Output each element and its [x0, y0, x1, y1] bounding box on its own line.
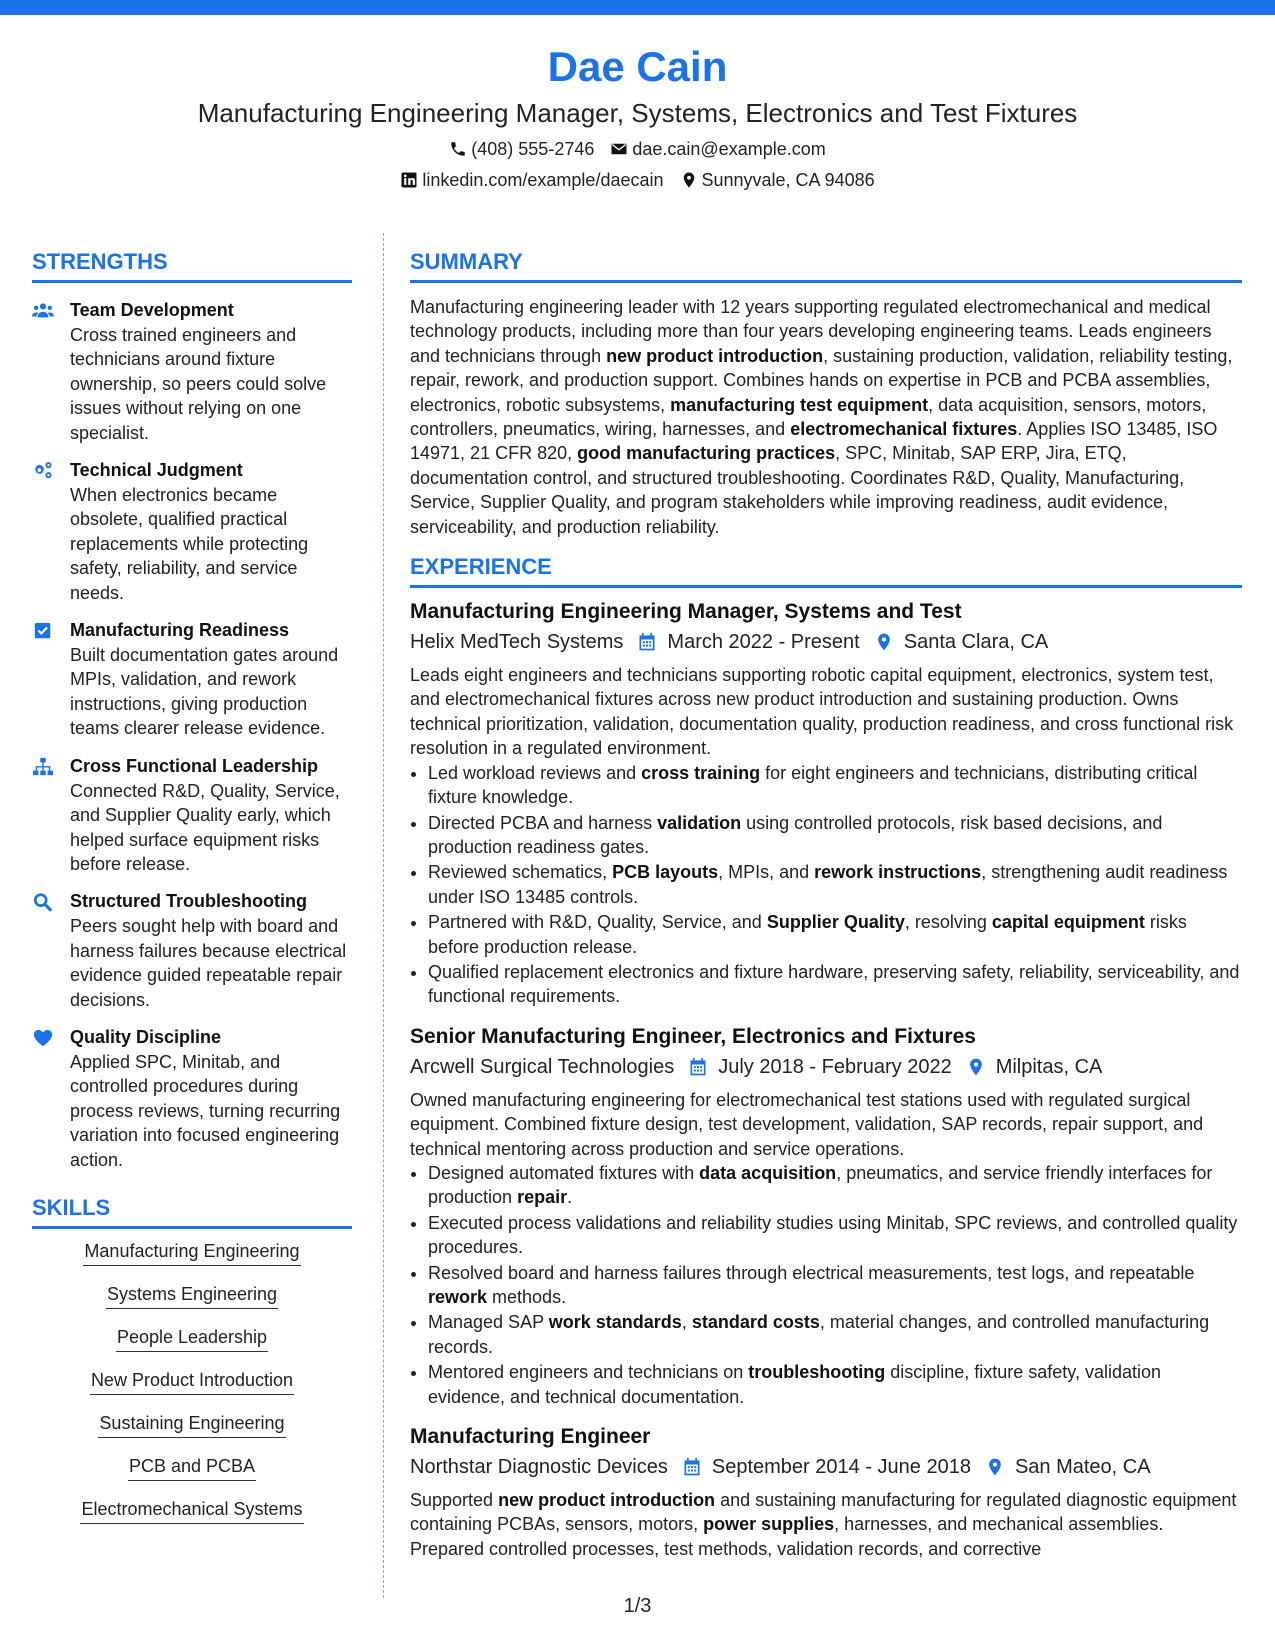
calendar-icon: [682, 1457, 702, 1477]
email-text[interactable]: dae.cain@example.com: [632, 139, 826, 159]
strength-title: Quality Discipline: [70, 1026, 222, 1047]
text-run: and sustaining manufacturing for regulated diagnostic equipment containing PCBAs, sensors, motors,: [410, 1490, 1237, 1535]
skills-heading: SKILLS: [32, 1194, 352, 1229]
map-pin-icon: [985, 1457, 1005, 1477]
phone-icon: [449, 140, 467, 158]
text-run: Directed PCBA and harness: [428, 812, 658, 833]
map-pin-icon: [874, 632, 894, 652]
skill-label: PCB and PCBA: [128, 1454, 256, 1481]
summary-heading: SUMMARY: [410, 248, 1242, 283]
strength-title: Team Development: [70, 300, 234, 320]
experience-heading: EXPERIENCE: [410, 553, 1242, 588]
skill-item: [32, 1368, 352, 1395]
strength-title: Technical Judgment: [70, 460, 243, 481]
bullet-item: [428, 1261, 1242, 1310]
text-run: methods.: [487, 1287, 567, 1307]
job-description: [410, 663, 1242, 761]
bold-phrase: data acquisition: [699, 1162, 837, 1183]
bold-phrase: manufacturing test equipment: [670, 394, 929, 415]
strength-title: Structured Troubleshooting: [70, 891, 307, 912]
strength-title: Cross Functional Leadership: [70, 755, 319, 776]
job-title: Manufacturing Engineer: [410, 1425, 651, 1449]
job-meta: [410, 627, 1242, 657]
text-run: Reviewed schematics,: [428, 862, 613, 883]
skill-item: [32, 1325, 352, 1352]
checkbox-icon: [32, 618, 70, 741]
location-text: Sunnyvale, CA 94086: [701, 170, 875, 190]
text-run: Owned manufacturing engineering for electromechanical test stations used with regulated surgical equipment. Combined fixture design, test development, validation, SAP records, repair support, and technical mentoring across production and service operations.: [410, 1089, 1204, 1159]
strength-text: Connected R&D, Quality, Service, and Supplier Quality early, which helped surface equipment risks before release.: [70, 780, 340, 874]
bold-phrase: validation: [657, 812, 742, 833]
left-column: [32, 248, 352, 1540]
job-description: [410, 1088, 1242, 1161]
job-company: Northstar Diagnostic Devices: [410, 1456, 668, 1479]
column-divider: [383, 233, 384, 1598]
text-run: discipline, fixture safety, validation evidence, and technical documentation.: [428, 1362, 1162, 1407]
strength-item: [32, 1025, 352, 1172]
heart-icon: [32, 1025, 70, 1172]
text-run: , pneumatics, and service friendly interfaces for production: [428, 1162, 1213, 1208]
job-bullets: [410, 761, 1242, 1009]
text-run: . Applies ISO 13485, ISO 14971, 21 CFR 820,: [410, 419, 1218, 464]
job-location: Santa Clara, CA: [903, 631, 1049, 654]
skill-label: Systems Engineering: [106, 1282, 278, 1309]
text-run: Partnered with R&D, Quality, Service, and: [428, 912, 767, 933]
text-run: risks before production release.: [428, 912, 1187, 957]
map-pin-icon: [680, 171, 698, 189]
location-contact: [680, 168, 875, 192]
phone-text: (408) 555-2746: [471, 139, 595, 159]
skill-label: Electromechanical Systems: [80, 1497, 303, 1524]
bold-phrase: new product introduction: [606, 345, 824, 366]
text-run: , SPC, Minitab, SAP ERP, Jira, ETQ, documentation control, and structured troubleshooting. Coordinates R&D, Quality, Manufacturing, Service, Supplier Quality, and program stakeholders while improving readiness, audit evidence, serviceability, and production reliability.: [410, 443, 1185, 537]
job-title: Manufacturing Engineering Manager, Systems and Test: [410, 600, 962, 624]
skill-item: [32, 1454, 352, 1481]
email-contact[interactable]: [610, 137, 825, 161]
phone-contact: [449, 137, 594, 161]
bold-phrase: Supplier Quality: [766, 912, 905, 933]
map-pin-icon: [966, 1057, 986, 1077]
text-run: Led workload reviews and: [428, 762, 642, 783]
resume-header: [0, 40, 1275, 192]
job-entry: [410, 1423, 1242, 1561]
bold-phrase: PCB layouts: [612, 862, 719, 883]
text-run: Designed automated fixtures with: [428, 1162, 700, 1183]
job-entry: [410, 598, 1242, 1009]
strength-item: [32, 754, 352, 877]
job-meta: [410, 1452, 1242, 1482]
job-description: [410, 1488, 1242, 1561]
page-number: 1/3: [623, 1595, 652, 1617]
text-run: ,: [681, 1312, 692, 1333]
candidate-name: Dae Cain: [547, 43, 728, 90]
job-company: Arcwell Surgical Technologies: [410, 1055, 675, 1078]
bullet-item: [428, 1211, 1242, 1260]
text-run: Mentored engineers and technicians on: [428, 1362, 749, 1383]
strength-text: Built documentation gates around MPIs, validation, and rework instructions, giving production teams clearer release evidence.: [70, 645, 339, 739]
bullet-item: [428, 910, 1242, 959]
text-run: Manufacturing engineering leader with 12 years supporting regulated electromechanical and medical technology products, including more than four years developing engineering teams. Leads engineers and technicians through: [410, 297, 1212, 366]
envelope-icon: [610, 140, 628, 158]
linkedin-text[interactable]: linkedin.com/example/daecain: [422, 170, 664, 190]
bold-phrase: troubleshooting: [748, 1362, 886, 1383]
job-company: Helix MedTech Systems: [410, 631, 624, 654]
bullet-item: [428, 1161, 1242, 1210]
strengths-list: [32, 298, 352, 1172]
job-location: San Mateo, CA: [1014, 1456, 1151, 1479]
bold-phrase: capital equipment: [991, 912, 1145, 933]
strength-title: Manufacturing Readiness: [70, 620, 290, 641]
text-run: Leads eight engineers and technicians supporting robotic capital equipment, electronics, system test, and electromechanical fixtures across new product introduction and sustaining production. Owns technical prioritization, validation, documentation quality, production readiness, and cross functional risk resolution in a regulated environment.: [410, 665, 1234, 759]
bullet-item: [428, 1310, 1242, 1359]
text-run: .: [567, 1187, 573, 1208]
skill-label: Manufacturing Engineering: [83, 1239, 300, 1266]
strength-item: [32, 618, 352, 741]
bold-phrase: work standards: [548, 1312, 682, 1333]
bold-phrase: cross training: [641, 762, 761, 783]
contact-row-1: [0, 137, 1275, 161]
skill-label: Sustaining Engineering: [98, 1411, 285, 1438]
text-run: using controlled protocols, risk based decisions, and production readiness gates.: [428, 812, 1163, 857]
calendar-icon: [637, 632, 657, 652]
skill-label: People Leadership: [116, 1325, 268, 1352]
users-icon: [32, 298, 70, 445]
bullet-item: [428, 761, 1242, 810]
candidate-title: Manufacturing Engineering Manager, Systems, Electronics and Test Fixtures: [197, 98, 1078, 128]
linkedin-icon: [400, 171, 418, 189]
strengths-heading: STRENGTHS: [32, 248, 352, 283]
top-accent-bar: [0, 0, 1275, 15]
bold-phrase: rework instructions: [814, 862, 982, 883]
text-run: , data acquisition, sensors, motors, controllers, pneumatics, wiring, harnesses, and: [410, 394, 1207, 440]
text-run: , resolving: [904, 912, 992, 933]
job-title: Senior Manufacturing Engineer, Electronics and Fixtures: [410, 1024, 976, 1048]
strength-item: [32, 889, 352, 1012]
strength-text: Cross trained engineers and technicians around fixture ownership, so peers could solve issues without relying on one specialist.: [70, 325, 327, 443]
text-run: , sustaining production, validation, reliability testing, repair, rework, and production support. Combines hands on expertise in PCB and PCBA assemblies, electronics, robotic subsystems,: [410, 345, 1233, 415]
text-run: , MPIs, and: [718, 862, 815, 883]
bold-phrase: good manufacturing practices: [577, 443, 836, 464]
text-run: Managed SAP: [428, 1312, 549, 1333]
linkedin-contact[interactable]: [400, 168, 663, 192]
skill-label: New Product Introduction: [90, 1368, 294, 1395]
bullet-item: [428, 1360, 1242, 1409]
text-run: , strengthening audit readiness under ISO 13485 controls.: [428, 862, 1228, 907]
job-dates: March 2022 - Present: [667, 631, 860, 654]
text-run: Supported: [410, 1490, 499, 1511]
summary-text: [410, 295, 1242, 539]
strength-item: [32, 298, 352, 445]
gears-icon: [32, 458, 70, 605]
job-dates: September 2014 - June 2018: [711, 1456, 971, 1479]
bold-phrase: electromechanical fixtures: [790, 419, 1018, 440]
job-dates: July 2018 - February 2022: [718, 1055, 952, 1078]
strength-item: [32, 458, 352, 605]
text-run: for eight engineers and technicians, distributing critical fixture knowledge.: [428, 762, 1198, 808]
bullet-item: [428, 960, 1242, 1009]
job-entry: [410, 1023, 1242, 1409]
strength-text: When electronics became obsolete, qualified practical replacements while protecting safety, reliability, and service needs.: [70, 485, 309, 603]
text-run: Resolved board and harness failures through electrical measurements, test logs, and repeatable: [428, 1262, 1195, 1283]
bold-phrase: rework: [428, 1287, 488, 1307]
bold-phrase: repair: [517, 1187, 568, 1208]
job-location: Milpitas, CA: [995, 1055, 1103, 1078]
text-run: , harnesses, and mechanical assemblies. Prepared controlled processes, test methods, validation records, and corrective: [410, 1514, 1164, 1559]
bold-phrase: power supplies: [703, 1514, 835, 1535]
strength-text: Peers sought help with board and harness failures because electrical evidence guided repeatable repair decisions.: [70, 916, 347, 1010]
skill-item: [32, 1239, 352, 1266]
text-run: Qualified replacement electronics and fixture hardware, preserving safety, reliability, serviceability, and functional requirements.: [428, 961, 1240, 1007]
skill-item: [32, 1497, 352, 1524]
bold-phrase: standard costs: [691, 1312, 820, 1333]
org-chart-icon: [32, 754, 70, 877]
bold-phrase: new product introduction: [498, 1490, 716, 1511]
strength-text: Applied SPC, Minitab, and controlled procedures during process reviews, turning recurring variation into focused engineering action.: [70, 1051, 341, 1170]
job-bullets: [410, 1161, 1242, 1409]
bullet-item: [428, 811, 1242, 860]
calendar-icon: [688, 1057, 708, 1077]
job-meta: [410, 1052, 1242, 1082]
text-run: Executed process validations and reliability studies using Minitab, SPC reviews, and controlled quality procedures.: [428, 1212, 1238, 1258]
text-run: , material changes, and controlled manufacturing records.: [428, 1312, 1210, 1357]
right-column: [410, 248, 1242, 1561]
bullet-item: [428, 860, 1242, 909]
skill-item: [32, 1411, 352, 1438]
skill-item: [32, 1282, 352, 1309]
skills-list: [32, 1239, 352, 1524]
contact-row-2: [0, 168, 1275, 192]
search-icon: [32, 889, 70, 1012]
